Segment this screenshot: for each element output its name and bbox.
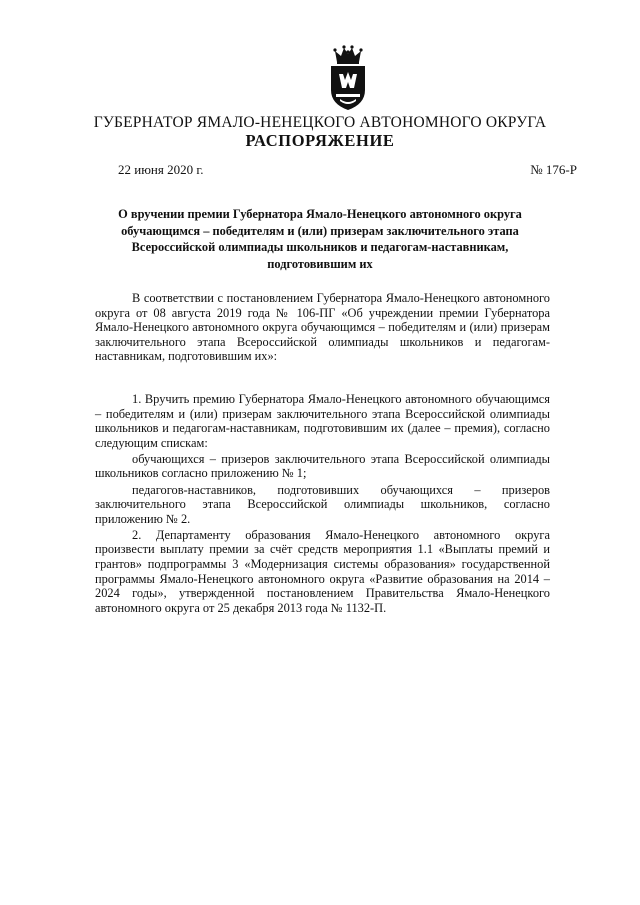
item-paragraph-2: 2. Департаменту образования Ямало-Ненецкого автономного округа произвести выплату премии за счёт средств мероприятия 1.1 «Выплаты премий и грантов» подпрограммы 3 «Модернизация системы образования» государственной программы Ямало-Ненецкого автономного округа «Развитие образования на 2014 – 2024 годы», утвержденной постановлением Правительства Ямало-Ненецкого автономного округа от 25 декабря 2013 года № 1132-П. [95,527,550,615]
document-number: № 176-Р [530,162,577,177]
resolution-items [95,392,550,617]
item-paragraph-1: 1. Вручить премию Губернатора Ямало-Ненецкого автономного обучающимся – победителям и (или) призерам заключительного этапа Всероссийской олимпиады школьников и педагогам-наставникам, подготовившим их (далее – премия), согласно следующим спискам: [95,392,550,450]
item-paragraph-1a: обучающихся – призеров заключительного этапа Всероссийской олимпиады школьников согласно приложению № 1; [95,451,550,481]
document-date: 22 июня 2020 г. [118,162,204,177]
preamble-paragraph: В соответствии с постановлением Губернатора Ямало-Ненецкого автономного округа от 08 августа 2019 года № 106-ПГ «Об учреждении премии Губернатора Ямало-Ненецкого автономного округа обучающимся – победителям и (или) призерам заключительного этапа Всероссийской олимпиады школьников и педагогам-наставникам, подготовившим их»: [95,291,550,364]
document-type: РАСПОРЯЖЕНИЕ [245,131,395,150]
item-paragraph-1b: педагогов-наставников, подготовивших обучающихся – призеров заключительного этапа Всероссийской олимпиады школьников, согласно приложению № 2. [95,482,550,526]
document-title: О вручении премии Губернатора Ямало-Ненецкого автономного округа обучающимся – победителям и (или) призерам заключительного этапа Всероссийской олимпиады школьников и педагогам-наставникам, подготовившим их [118,207,522,271]
organization-name: ГУБЕРНАТОР ЯМАЛО-НЕНЕЦКОГО АВТОНОМНОГО ОКРУГА [93,114,547,131]
preamble-section [95,291,550,364]
coat-of-arms-yanao-icon [328,44,368,112]
